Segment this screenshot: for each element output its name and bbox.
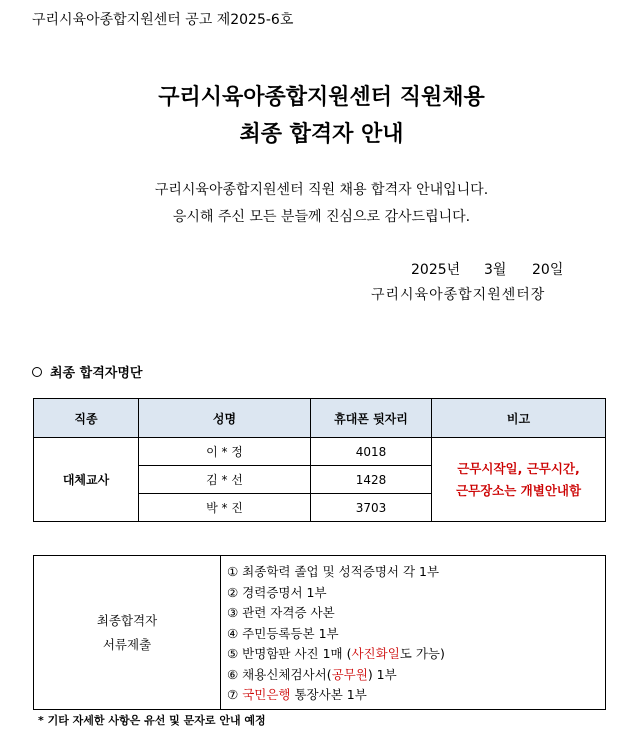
item-highlight: 사진화일 bbox=[351, 646, 400, 661]
documents-label-line1: 최종합격자 bbox=[96, 612, 158, 628]
note-line2: 근무장소는 개별안내함 bbox=[455, 482, 582, 498]
results-table bbox=[33, 398, 606, 522]
list-item bbox=[227, 644, 605, 665]
note-line1: 근무시작일, 근무시간, bbox=[457, 460, 580, 476]
date-month: 3월 bbox=[484, 262, 507, 278]
list-item bbox=[227, 624, 605, 645]
column-header-job: 직종 bbox=[34, 399, 139, 438]
item-text: ① 최종학력 졸업 및 성적증명서 각 1부 bbox=[227, 564, 440, 579]
item-highlight: 공무원 bbox=[331, 666, 368, 682]
documents-table bbox=[33, 555, 606, 710]
list-item bbox=[227, 583, 605, 604]
intro-text-line2: 응시해 주신 모든 분들께 진심으로 감사드립니다. bbox=[172, 209, 471, 225]
item-text-end: 도 가능) bbox=[399, 646, 445, 661]
footnote: * 기타 자세한 사항은 유선 및 문자로 안내 예정 bbox=[38, 714, 266, 727]
list-item bbox=[227, 685, 605, 706]
list-item bbox=[227, 562, 605, 583]
list-item bbox=[227, 665, 605, 686]
item-text: ④ 주민등록등본 1부 bbox=[227, 625, 339, 641]
page-title: 구리시육아종합지원센터 직원채용 bbox=[158, 85, 485, 110]
item-text: ③ 관련 자격증 사본 bbox=[227, 605, 335, 620]
item-highlight: 국민은행 bbox=[242, 687, 291, 702]
documents-label bbox=[34, 556, 221, 710]
note-cell bbox=[432, 438, 606, 522]
name-cell: 이 * 정 bbox=[139, 438, 311, 466]
signer: 구리시육아종합지원센터장 bbox=[371, 287, 546, 303]
date-day: 20일 bbox=[532, 262, 564, 278]
item-text: ⑦ bbox=[227, 687, 243, 702]
list-item bbox=[227, 603, 605, 624]
item-text-end: ) 1부 bbox=[367, 666, 397, 682]
documents-list bbox=[221, 556, 606, 710]
date-year: 2025년 bbox=[411, 262, 461, 278]
table-header-row bbox=[34, 399, 606, 438]
item-text: ② 경력증명서 1부 bbox=[227, 584, 327, 600]
item-text-end: 통장사본 1부 bbox=[290, 687, 367, 702]
section-heading bbox=[32, 362, 142, 381]
phone-cell: 1428 bbox=[311, 466, 432, 494]
item-text: ⑥ 채용신체검사서( bbox=[227, 666, 332, 682]
column-header-name: 성명 bbox=[139, 399, 311, 438]
page-subtitle: 최종 합격자 안내 bbox=[239, 122, 404, 147]
notice-number: 구리시육아종합지원센터 공고 제2025-6호 bbox=[32, 12, 294, 28]
phone-cell: 4018 bbox=[311, 438, 432, 466]
phone-cell: 3703 bbox=[311, 494, 432, 522]
documents-label-line2: 서류제출 bbox=[102, 636, 152, 652]
name-cell: 김 * 선 bbox=[139, 466, 311, 494]
table-row bbox=[34, 438, 606, 466]
circle-bullet-icon bbox=[32, 367, 42, 377]
column-header-note: 비고 bbox=[432, 399, 606, 438]
job-cell: 대체교사 bbox=[34, 438, 139, 522]
intro-text-line1: 구리시육아종합지원센터 직원 채용 합격자 안내입니다. bbox=[154, 182, 489, 198]
column-header-phone: 휴대폰 뒷자리 bbox=[311, 399, 432, 438]
item-text: ⑤ 반명함판 사진 1매 ( bbox=[227, 646, 352, 661]
section-title: 최종 합격자명단 bbox=[50, 366, 143, 381]
name-cell: 박 * 진 bbox=[139, 494, 311, 522]
